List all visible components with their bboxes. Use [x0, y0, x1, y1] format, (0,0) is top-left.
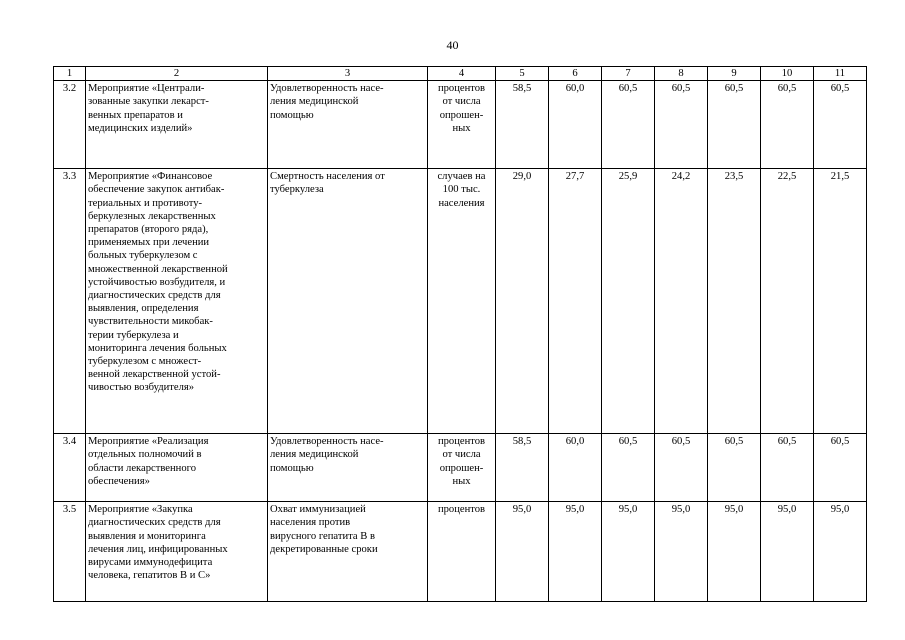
measure-text: Мероприятие «Закупка диагностических средств для выявления и мониторинга лечения лиц, инфицированных вирусами иммунодефицита: [88, 504, 228, 569]
page-number: 40: [446, 38, 459, 52]
indicator-text: Охват иммунизацией населения против вирусного гепатита В в: [270, 504, 375, 542]
indicator-text-end: туберкулеза: [270, 184, 324, 196]
measure-text: Мероприятие «Централи- зованные закупки лекарст- венных препаратов и: [88, 83, 209, 121]
row-number: 3.3: [54, 169, 86, 434]
column-number: 10: [761, 67, 814, 81]
column-number: 5: [496, 67, 549, 81]
value-cell: 58,5: [496, 81, 549, 169]
value-cell: 60,5: [708, 81, 761, 169]
table-row: [54, 169, 867, 434]
value-cell: 21,5: [814, 169, 867, 434]
indicator-text-end: декретированные сроки: [270, 543, 378, 555]
row-number: 3.4: [54, 434, 86, 502]
value-cell: 95,0: [655, 502, 708, 602]
value-cell: 95,0: [708, 502, 761, 602]
column-number-row: [54, 67, 867, 81]
value-cell: 60,5: [761, 81, 814, 169]
row-number: 3.2: [54, 81, 86, 169]
value-cell: 95,0: [761, 502, 814, 602]
value-cell: 27,7: [549, 169, 602, 434]
value-cell: 60,0: [549, 81, 602, 169]
value-cell: 60,5: [655, 434, 708, 502]
value-cell: 23,5: [708, 169, 761, 434]
value-cell: 60,0: [549, 434, 602, 502]
column-number: 4: [428, 67, 496, 81]
measure-text: Мероприятие «Финансовое обеспечение закупок антибак- териальных и противоту- беркулезных лекарственных препаратов (второго ряда), применяемых при лечении больных туберкулезом с множественной лекарственной устойчивостью возбудителя, и диагностических средств для выявления, определения чувствительности микобак- терии туберкулеза и мониторинга лечения больных туберкулезом с множест- венной лекарственной устой-: [88, 171, 228, 381]
column-number: 6: [549, 67, 602, 81]
table-row: [54, 81, 867, 169]
indicator-cell: [268, 434, 428, 502]
column-number: 3: [268, 67, 428, 81]
column-number: 11: [814, 67, 867, 81]
indicators-table: [53, 66, 867, 602]
value-cell: 24,2: [655, 169, 708, 434]
value-cell: 95,0: [814, 502, 867, 602]
measure-text-end: медицинских изделий»: [88, 122, 193, 134]
indicator-cell: [268, 169, 428, 434]
measure-cell: [86, 81, 268, 169]
value-cell: 95,0: [496, 502, 549, 602]
column-number: 9: [708, 67, 761, 81]
measure-cell: [86, 502, 268, 602]
indicator-text: Удовлетворенность насе- ления медицинской: [270, 83, 384, 108]
indicator-cell: [268, 502, 428, 602]
value-cell: 58,5: [496, 434, 549, 502]
indicator-text-end: помощью: [270, 109, 314, 121]
indicator-cell: [268, 81, 428, 169]
column-number: 2: [86, 67, 268, 81]
indicator-text: Удовлетворенность насе- ления медицинской: [270, 436, 384, 461]
value-cell: 95,0: [602, 502, 655, 602]
value-cell: 60,5: [814, 81, 867, 169]
value-cell: 60,5: [655, 81, 708, 169]
measure-text-end: человека, гепатитов В и С»: [88, 570, 211, 582]
indicator-text: Смертность населения от: [270, 171, 385, 183]
value-cell: 60,5: [708, 434, 761, 502]
measure-text-end: чивостью возбудителя»: [88, 382, 195, 394]
table-row: [54, 434, 867, 502]
measure-text: Мероприятие «Реализация отдельных полномочий в области лекарственного: [88, 436, 209, 474]
value-cell: 25,9: [602, 169, 655, 434]
measure-cell: [86, 169, 268, 434]
unit-cell: случаев на 100 тыс. населения: [428, 169, 496, 434]
row-number: 3.5: [54, 502, 86, 602]
column-number: 1: [54, 67, 86, 81]
value-cell: 60,5: [761, 434, 814, 502]
value-cell: 29,0: [496, 169, 549, 434]
value-cell: 22,5: [761, 169, 814, 434]
table-row: [54, 502, 867, 602]
measure-cell: [86, 434, 268, 502]
unit-cell: процентов от числа опрошен- ных: [428, 81, 496, 169]
value-cell: 60,5: [602, 81, 655, 169]
unit-cell: процентов от числа опрошен- ных: [428, 434, 496, 502]
column-number: 8: [655, 67, 708, 81]
value-cell: 60,5: [814, 434, 867, 502]
column-number: 7: [602, 67, 655, 81]
measure-text-end: обеспечения»: [88, 475, 150, 487]
value-cell: 60,5: [602, 434, 655, 502]
indicator-text-end: помощью: [270, 462, 314, 474]
unit-cell: процентов: [428, 502, 496, 602]
value-cell: 95,0: [549, 502, 602, 602]
